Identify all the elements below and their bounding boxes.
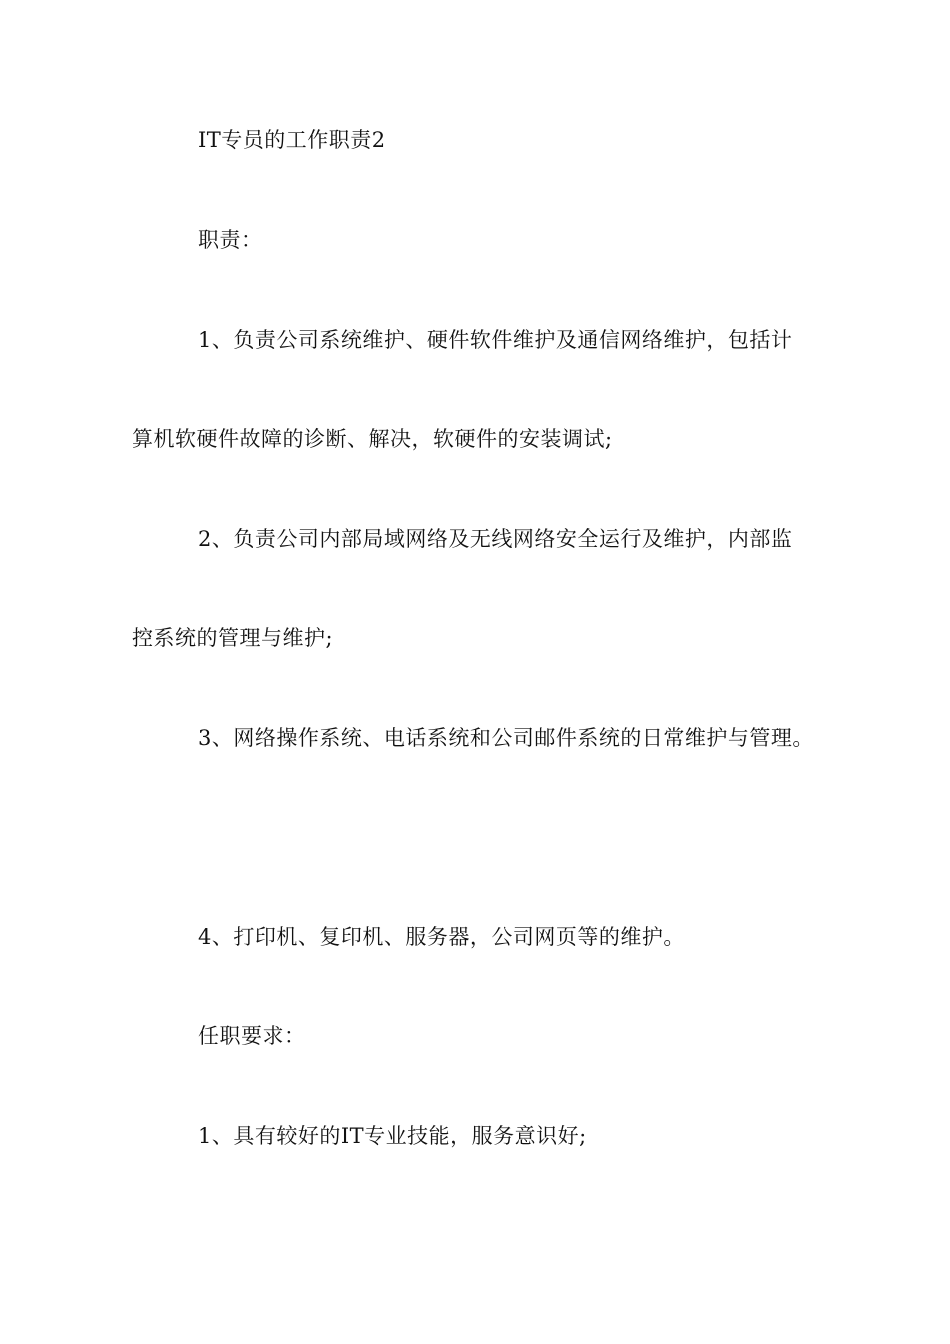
duty-1-line-2: 算机软硬件故障的诊断、解决，软硬件的安装调试; <box>132 427 613 451</box>
duty-3: 3、网络操作系统、电话系统和公司邮件系统的日常维护与管理。 <box>198 726 814 750</box>
duty-2-line-1: 2、负责公司内部局域网络及无线网络安全运行及维护，内部监 <box>198 527 793 551</box>
section-heading-requirements: 任职要求： <box>198 1024 306 1048</box>
duty-1-line-1: 1、负责公司系统维护、硬件软件维护及通信网络维护，包括计 <box>198 328 793 352</box>
document-title: IT专员的工作职责2 <box>198 128 386 152</box>
duty-4: 4、打印机、复印机、服务器，公司网页等的维护。 <box>198 925 685 949</box>
requirement-1: 1、具有较好的IT专业技能，服务意识好; <box>198 1124 587 1148</box>
duty-2-line-2: 控系统的管理与维护; <box>132 626 334 650</box>
section-heading-duties: 职责： <box>198 228 263 252</box>
